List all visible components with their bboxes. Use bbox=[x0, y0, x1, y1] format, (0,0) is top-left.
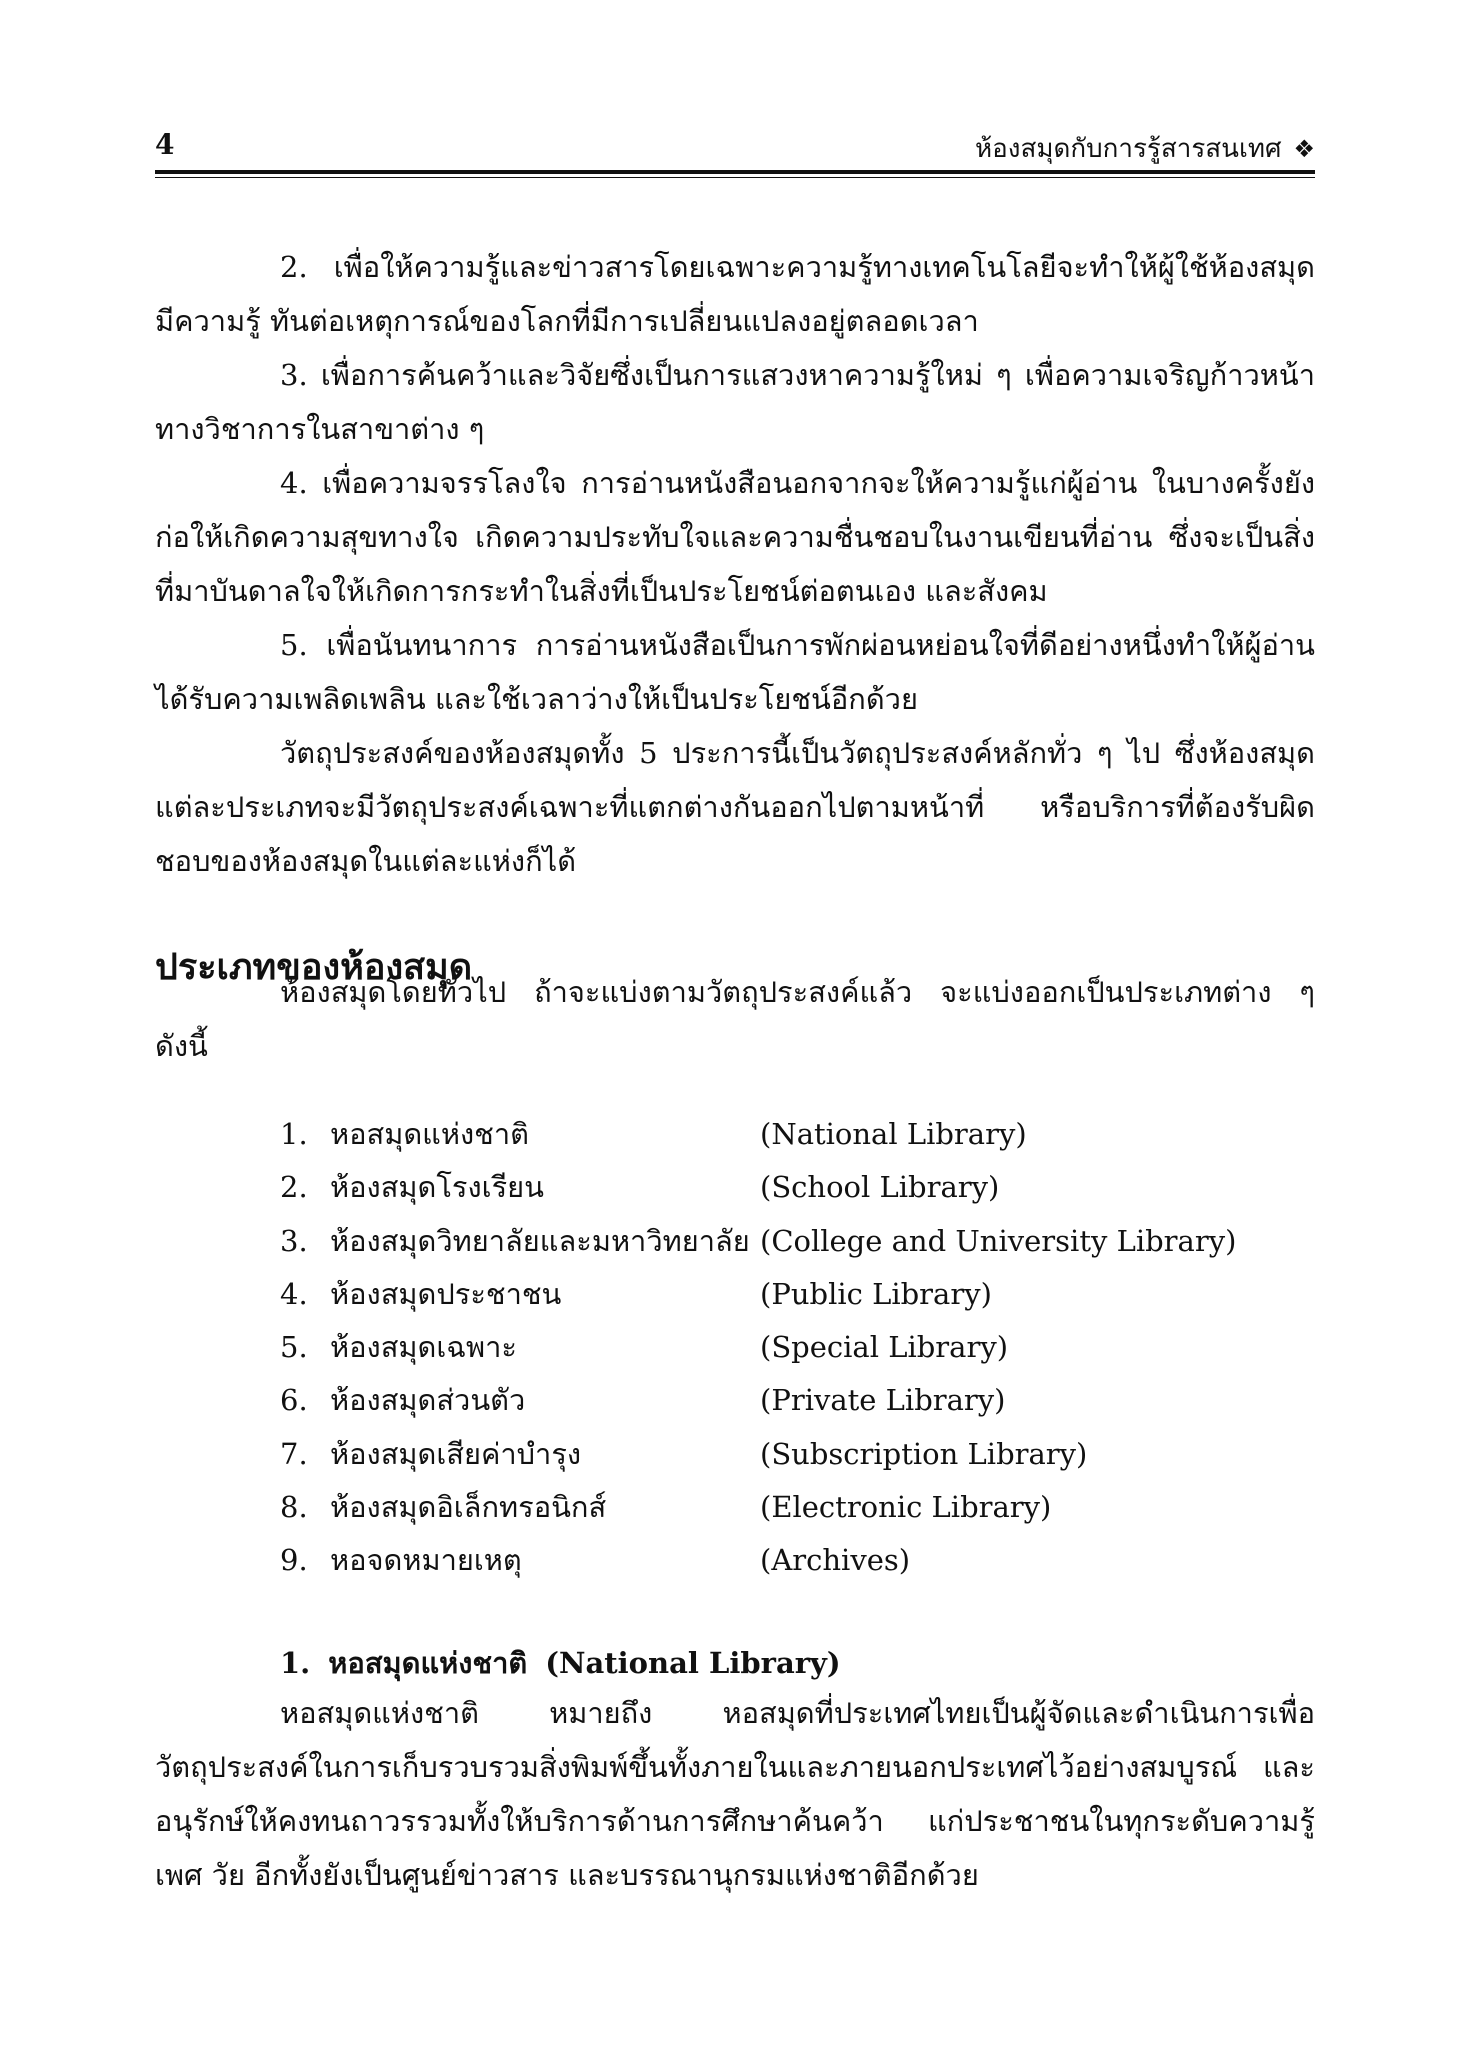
list-item-english: (Subscription Library) bbox=[760, 1436, 1088, 1471]
subsection-english: (National Library) bbox=[545, 1646, 841, 1680]
diamond-ornament-icon: ❖ bbox=[1293, 135, 1315, 163]
header-rule-thick bbox=[155, 170, 1315, 174]
list-item-number: 3. bbox=[280, 1223, 308, 1258]
running-title-text: ห้องสมุดกับการรู้สารสนเทศ bbox=[975, 134, 1282, 164]
paragraph: 5. เพื่อนันทนาการ การอ่านหนังสือเป็นการพักผ่อนหย่อนใจที่ดีอย่างหนึ่งทำให้ผู้อ่านได้รับความเพลิดเพลิน และใช้เวลาว่างให้เป็นประโยชน์อีกด้วย bbox=[155, 628, 1315, 716]
intro-paragraph: ห้องสมุดโดยทั่วไป ถ้าจะแบ่งตามวัตถุประสงค์แล้ว จะแบ่งออกเป็นประเภทต่าง ๆ ดังนี้ bbox=[155, 975, 1315, 1063]
list-item-number: 5. bbox=[280, 1330, 308, 1365]
list-item-thai: หอจดหมายเหตุ bbox=[330, 1543, 522, 1578]
paragraph: 4. เพื่อความจรรโลงใจ การอ่านหนังสือนอกจากจะให้ความรู้แก่ผู้อ่าน ในบางครั้งยังก่อให้เกิดความสุขทางใจ เกิดความประทับใจและความชื่นชอบในงานเขียนที่อ่าน ซึ่งจะเป็นสิ่งที่มาบันดาลใจให้เกิดการกระทำในสิ่งที่เป็นประโยชน์ต่อตนเอง และสังคม bbox=[155, 466, 1315, 608]
list-item-english: (Electronic Library) bbox=[760, 1490, 1052, 1525]
list-item-english: (Archives) bbox=[760, 1543, 911, 1578]
paragraph: 3. เพื่อการค้นคว้าและวิจัยซึ่งเป็นการแสวงหาความรู้ใหม่ ๆ เพื่อความเจริญก้าวหน้าทางวิชาการในสาขาต่าง ๆ bbox=[155, 358, 1315, 446]
page-number: 4 bbox=[155, 128, 175, 161]
list-item-thai: ห้องสมุดวิทยาลัยและมหาวิทยาลัย bbox=[330, 1223, 750, 1258]
list-item-english: (College and University Library) bbox=[760, 1223, 1237, 1258]
list-item bbox=[280, 1534, 1280, 1587]
paragraph: วัตถุประสงค์ของห้องสมุดทั้ง 5 ประการนี้เป็นวัตถุประสงค์หลักทั่ว ๆ ไป ซึ่งห้องสมุดแต่ละประเภทจะมีวัตถุประสงค์เฉพาะที่แตกต่างกันออกไปตามหน้าที่ หรือบริการที่ต้องรับผิดชอบของห้องสมุดในแต่ละแห่งก็ได้ bbox=[155, 736, 1315, 878]
subsection-heading bbox=[280, 1640, 841, 1686]
list-item-english: (Public Library) bbox=[760, 1276, 992, 1311]
list-item bbox=[280, 1321, 1280, 1374]
header-rule-thin bbox=[155, 177, 1315, 178]
subsection-body-block bbox=[155, 1686, 1315, 1902]
list-item bbox=[280, 1108, 1280, 1161]
intro-block bbox=[155, 965, 1315, 1073]
list-item-english: (Special Library) bbox=[760, 1330, 1009, 1365]
list-item-english: (National Library) bbox=[760, 1117, 1027, 1151]
subsection-thai: หอสมุดแห่งชาติ bbox=[328, 1646, 528, 1680]
list-item bbox=[280, 1428, 1280, 1481]
list-item-english: (School Library) bbox=[760, 1170, 1000, 1205]
list-item-thai: ห้องสมุดเฉพาะ bbox=[330, 1330, 517, 1365]
page-header bbox=[155, 128, 1315, 168]
list-item-thai: ห้องสมุดส่วนตัว bbox=[330, 1383, 526, 1418]
list-item-thai: ห้องสมุดประชาชน bbox=[330, 1276, 562, 1311]
objectives-paragraphs bbox=[155, 240, 1315, 888]
list-item bbox=[280, 1374, 1280, 1427]
list-item-number: 7. bbox=[280, 1436, 308, 1471]
list-item-thai: ห้องสมุดอิเล็กทรอนิกส์ bbox=[330, 1490, 607, 1525]
section-heading: ประเภทของห้องสมุด bbox=[155, 947, 473, 988]
list-item-english: (Private Library) bbox=[760, 1383, 1006, 1418]
library-types-list bbox=[280, 1108, 1280, 1588]
subsection-number: 1. bbox=[280, 1646, 311, 1680]
list-item-thai: หอสมุดแห่งชาติ bbox=[330, 1117, 529, 1151]
list-item bbox=[280, 1161, 1280, 1214]
list-item-number: 6. bbox=[280, 1383, 308, 1418]
list-item-number: 9. bbox=[280, 1543, 308, 1578]
list-item bbox=[280, 1215, 1280, 1268]
list-item bbox=[280, 1268, 1280, 1321]
running-title bbox=[975, 128, 1315, 169]
list-item-number: 8. bbox=[280, 1490, 308, 1525]
paragraph: 2. เพื่อให้ความรู้และข่าวสารโดยเฉพาะความรู้ทางเทคโนโลยีจะทำให้ผู้ใช้ห้องสมุดมีความรู้ ทันต่อเหตุการณ์ของโลกที่มีการเปลี่ยนแปลงอยู่ตลอดเวลา bbox=[155, 250, 1315, 338]
list-item-number: 2. bbox=[280, 1170, 308, 1205]
subsection-body: หอสมุดแห่งชาติ หมายถึง หอสมุดที่ประเทศไทยเป็นผู้จัดและดำเนินการเพื่อวัตถุประสงค์ในการเก็บรวบรวมสิ่งพิมพ์ขึ้นทั้งภายในและภายนอกประเทศไว้อย่างสมบูรณ์ และอนุรักษ์ให้คงทนถาวรรวมทั้งให้บริการด้านการศึกษาค้นคว้า แก่ประชาชนในทุกระดับความรู้ เพศ วัย อีกทั้งยังเป็นศูนย์ข่าวสาร และบรรณานุกรมแห่งชาติอีกด้วย bbox=[155, 1696, 1315, 1892]
list-item-thai: ห้องสมุดเสียค่าบำรุง bbox=[330, 1436, 582, 1471]
list-item-number: 4. bbox=[280, 1276, 308, 1311]
list-item bbox=[280, 1481, 1280, 1534]
list-item-thai: ห้องสมุดโรงเรียน bbox=[330, 1170, 544, 1205]
list-item-number: 1. bbox=[280, 1117, 308, 1151]
